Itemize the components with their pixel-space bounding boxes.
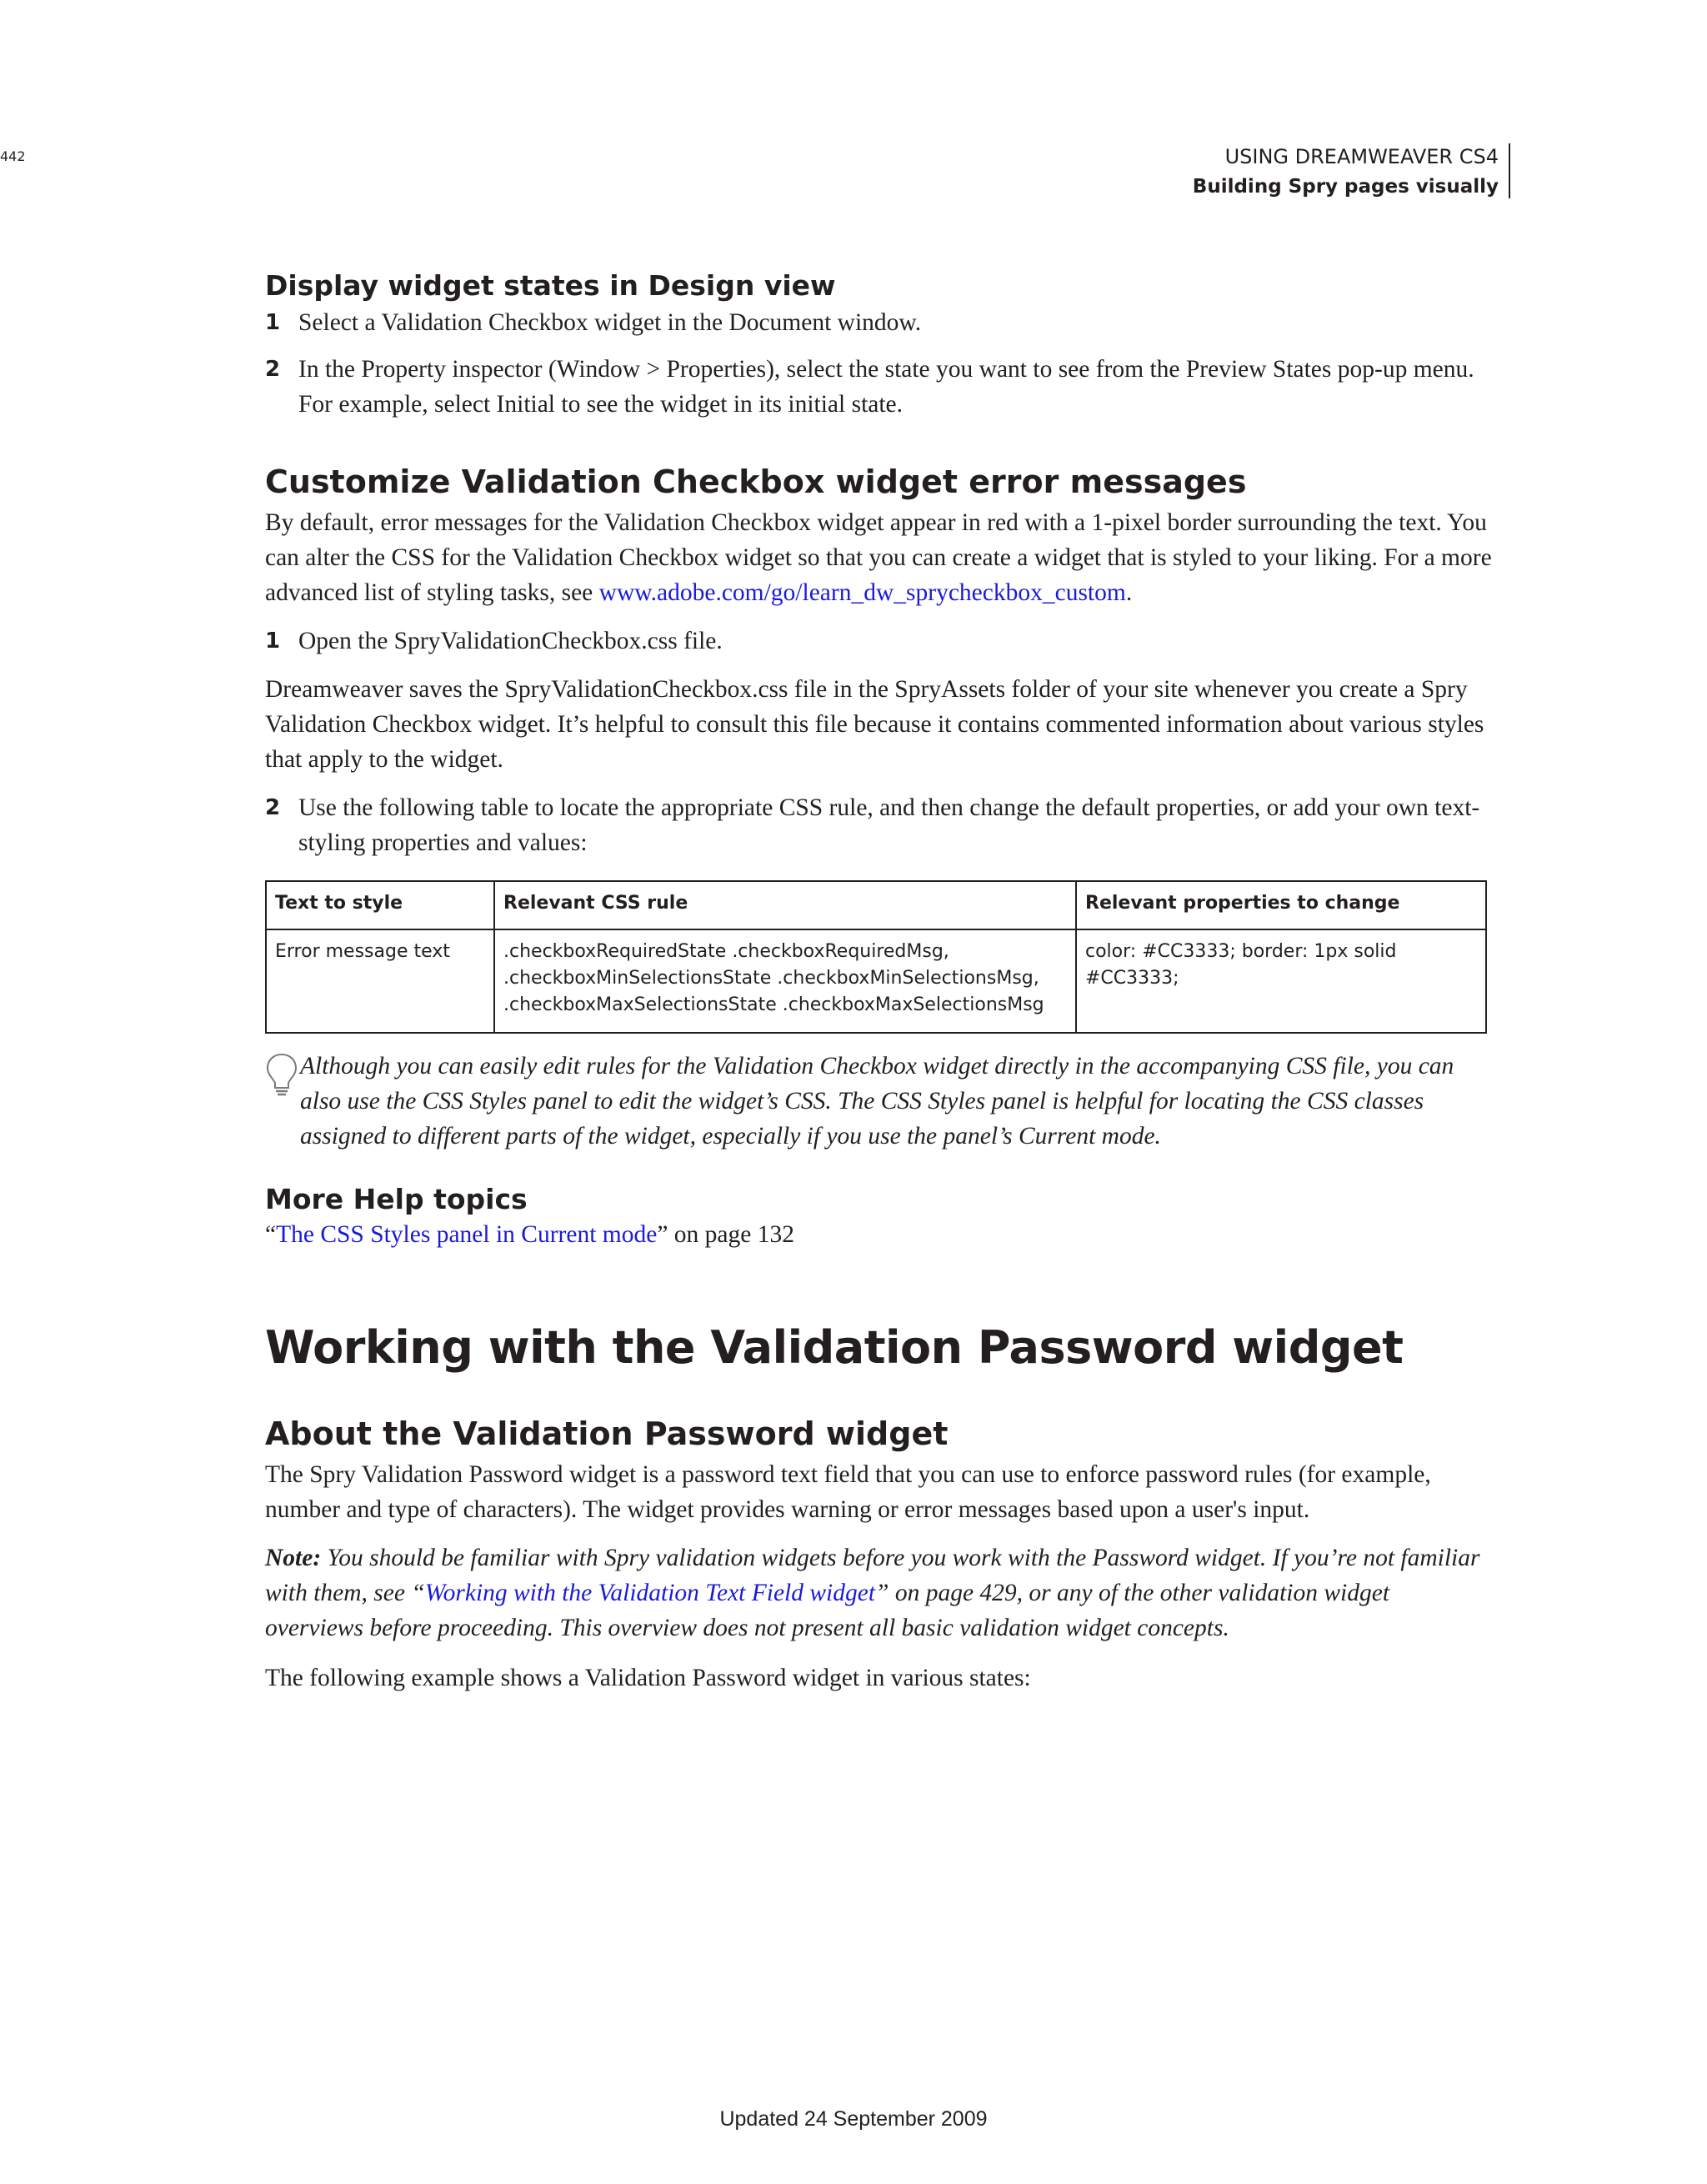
header-chapter: Building Spry pages visually <box>1192 176 1499 198</box>
css-rules-table <box>265 880 1487 1034</box>
table-cell-text-to-style: Error message text <box>266 929 494 1033</box>
note-label: Note: <box>265 1545 322 1571</box>
customize-para-2: Dreamweaver saves the SpryValidationCheckbox.css file in the SpryAssets folder of your site whenever you create a Spry Validation Checkbox widget. It’s helpful to consult this file because it contains commented information about various styles that apply to the widget. <box>265 676 1484 773</box>
about-para-1: The Spry Validation Password widget is a password text field that you can use to enforce password rules (for example, number and type of characters). The widget provides warning or error messages based upon a user's input. <box>265 1461 1431 1523</box>
heading-display-widget-states: Display widget states in Design view <box>265 269 836 302</box>
note-text-1: You should be familiar with Spry validation widgets before you work with the Password widget. If you’re not familiar with them, see “ <box>265 1545 1480 1606</box>
tip-block <box>265 1049 1492 1154</box>
heading-customize-error-messages: Customize Validation Checkbox widget error messages <box>265 463 1247 500</box>
step-text: Open the SpryValidationCheckbox.css file. <box>298 628 723 654</box>
more-help-page-ref: ” on page 132 <box>657 1221 794 1248</box>
intro-text: By default, error messages for the Validation Checkbox widget appear in red with a 1-pixel border surrounding the text. You can alter the CSS for the Validation Checkbox widget so that you can create a widget that is styled to your liking. For a more advanced list of styling tasks, see <box>265 509 1492 606</box>
step-text: Select a Validation Checkbox widget in the Document window. <box>298 309 922 336</box>
more-help-item <box>265 1217 1492 1252</box>
css-rule-line: .checkboxRequiredState .checkboxRequiredMsg, <box>503 941 949 962</box>
customize-step-1 <box>265 624 1492 659</box>
step-number: 2 <box>265 795 281 820</box>
step-number: 2 <box>265 357 281 382</box>
table-header-cell: Relevant CSS rule <box>494 881 1076 929</box>
step-number: 1 <box>265 629 281 654</box>
step-text: In the Property inspector (Window > Properties), select the state you want to see from the Preview States pop-up menu. For example, select Initial to see the widget in its initial state. <box>298 356 1474 418</box>
table-header-cell: Text to style <box>266 881 494 929</box>
table-row <box>266 929 1486 1033</box>
step-text: Use the following table to locate the appropriate CSS rule, and then change the default properties, or add your own text-styling properties and values: <box>298 794 1480 856</box>
customize-step-2 <box>265 790 1492 860</box>
css-rule-line: .checkboxMinSelectionsState .checkboxMinSelectionsMsg, <box>503 968 1039 989</box>
about-para-2: The following example shows a Validation Password widget in various states: <box>265 1665 1031 1691</box>
tip-line-1: Although you can easily edit rules for the Validation Checkbox widget directly in the accompanying CSS file, you can <box>300 1053 1454 1079</box>
note-block <box>265 1540 1492 1646</box>
heading-about-password-widget: About the Validation Password widget <box>265 1415 949 1452</box>
display-step-2 <box>265 352 1492 422</box>
table-header-cell: Relevant properties to change <box>1076 881 1486 929</box>
header-product: USING DREAMWEAVER CS4 <box>1224 145 1499 168</box>
table-cell-properties: color: #CC3333; border: 1px solid #CC3333; <box>1076 929 1486 1033</box>
table-cell-css-rule <box>494 929 1076 1033</box>
table-header-row <box>266 881 1486 929</box>
page-number: 442 <box>0 148 26 164</box>
open-quote: “ <box>265 1221 277 1248</box>
learn-sprycheckbox-custom-link[interactable]: www.adobe.com/go/learn_dw_sprycheckbox_custom <box>598 579 1126 606</box>
footer-updated: Updated 24 September 2009 <box>719 2107 988 2131</box>
header-divider <box>1509 143 1510 198</box>
lightbulb-icon <box>265 1052 298 1109</box>
page-content <box>265 268 1492 1696</box>
note-text-2: ” on page 429, or any of the other validation widget overviews before proceeding. This overview does not present all basic validation widget concepts. <box>265 1580 1390 1641</box>
css-rule-line: .checkboxMaxSelectionsState .checkboxMaxSelectionsMsg <box>503 994 1044 1015</box>
chapter-heading: Working with the Validation Password widget <box>265 1321 1404 1374</box>
heading-more-help-topics: More Help topics <box>265 1183 528 1215</box>
customize-intro <box>265 505 1492 610</box>
tip-line-rest: also use the CSS Styles panel to edit the widget’s CSS. The CSS Styles panel is helpful for locating the CSS classes assigned to different parts of the widget, especially if you use the panel’s Current mode. <box>300 1088 1424 1150</box>
step-number: 1 <box>265 310 281 335</box>
validation-text-field-link[interactable]: Working with the Validation Text Field widget <box>424 1580 876 1606</box>
display-step-1 <box>265 305 1492 340</box>
intro-end: . <box>1125 579 1133 606</box>
css-styles-panel-link[interactable]: The CSS Styles panel in Current mode <box>276 1221 658 1248</box>
running-header <box>1193 142 1499 202</box>
